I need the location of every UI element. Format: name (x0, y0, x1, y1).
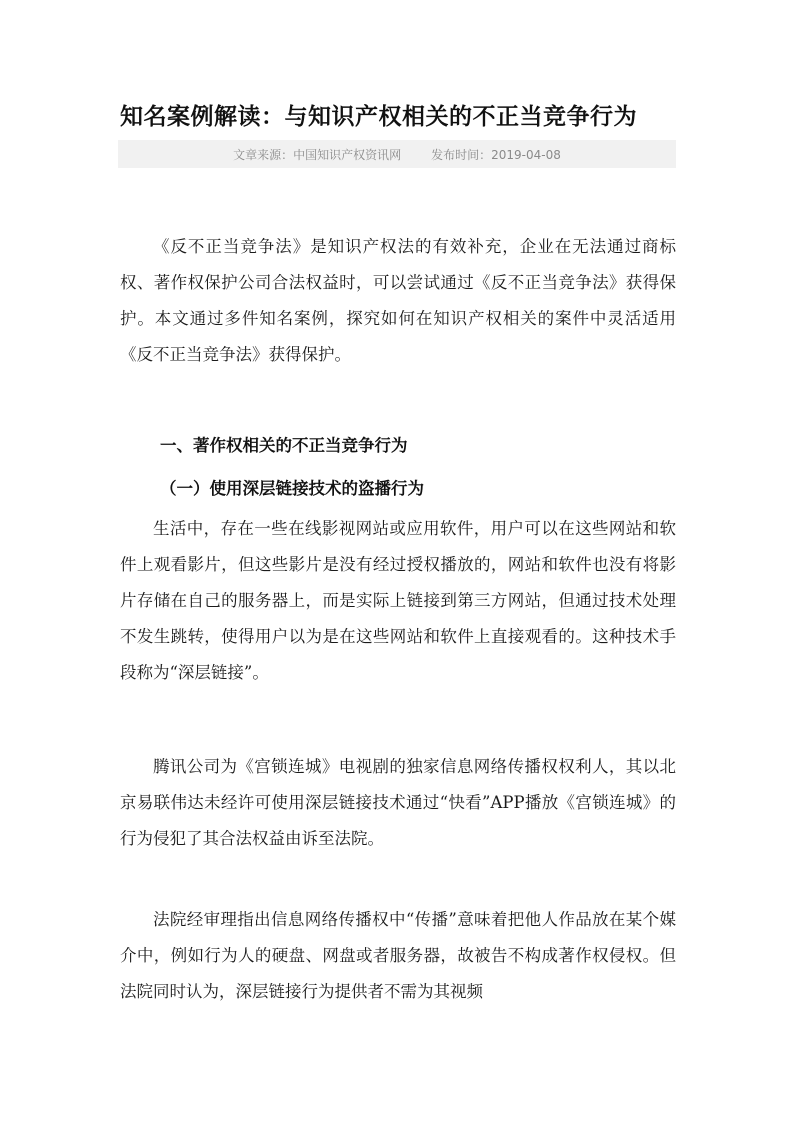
article-publish-date: 发布时间：2019-04-08 (431, 147, 561, 162)
intro-paragraph: 《反不正当竞争法》是知识产权法的有效补充，企业在无法通过商标权、著作权保护公司合法权益时，可以尝试通过《反不正当竞争法》获得保护。本文通过多件知名案例，探究如何在知识产权相关的案件中灵活适用《反不正当竞争法》获得保护。 (120, 237, 676, 364)
article-source: 文章来源：中国知识产权资讯网 (233, 147, 402, 162)
body-paragraph-2: 腾讯公司为《宫锁连城》电视剧的独家信息网络传播权权利人，其以北京易联伟达未经许可使用深层链接技术通过“快看”APP播放《宫锁连城》的行为侵犯了其合法权益由诉至法院。 (120, 757, 676, 848)
section-heading: 一、著作权相关的不正当竞争行为 (160, 436, 408, 455)
body-paragraph-3: 法院经审理指出信息网络传播权中“传播”意味着把他人作品放在某个媒介中，例如行为人的硬盘、网盘或者服务器，故被告不构成著作权侵权。但法院同时认为，深层链接行为提供者不需为其视频 (120, 910, 676, 1001)
body-paragraph-1: 生活中，存在一些在线影视网站或应用软件，用户可以在这些网站和软件上观看影片，但这些影片是没有经过授权播放的，网站和软件也没有将影片存储在自己的服务器上，而是实际上链接到第三方网站，但通过技术处理不发生跳转，使得用户以为是在这些网站和软件上直接观看的。这种技术手段称为“深层链接”。 (120, 519, 676, 682)
article-title: 知名案例解读：与知识产权相关的不正当竞争行为 (120, 104, 637, 130)
subsection-heading: （一）使用深层链接技术的盗播行为 (160, 479, 424, 498)
article-meta-bar (118, 140, 676, 168)
